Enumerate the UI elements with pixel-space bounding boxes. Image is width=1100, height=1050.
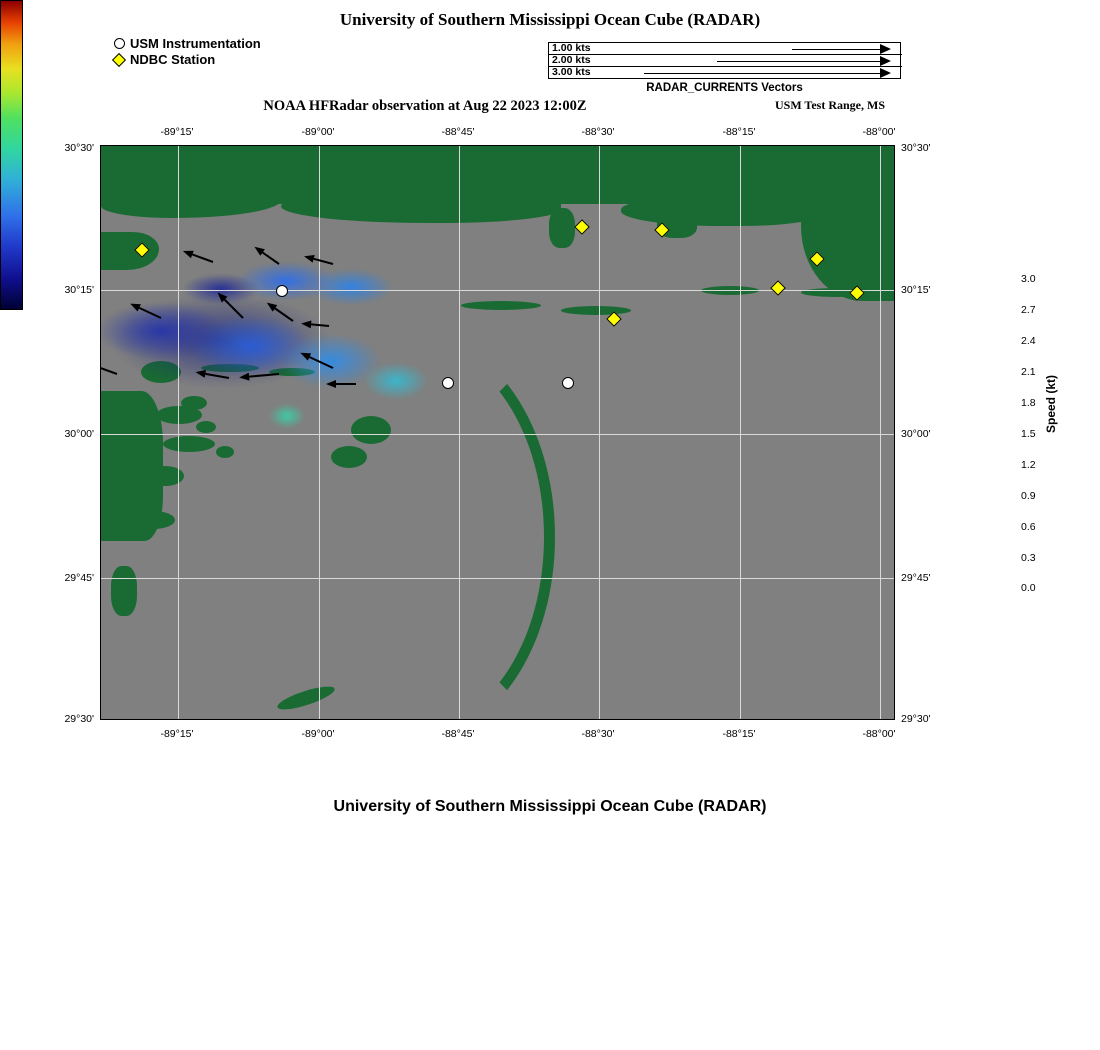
vector-key-label-3: 3.00 kts (552, 66, 591, 78)
land-delta-patch-9 (216, 446, 234, 458)
vector-key-head-1 (880, 44, 891, 54)
colorbar-tick: 3.0 (1021, 273, 1036, 285)
gridline-lon-5 (740, 146, 741, 719)
diamond-marker-icon (110, 52, 128, 67)
land-delta-arc-tip (275, 682, 336, 714)
vector-key-caption: RADAR_CURRENTS Vectors (646, 82, 803, 94)
gridline-lon-4 (599, 146, 600, 719)
land-barrier-island-4 (561, 306, 631, 315)
land-delta-patch-6 (196, 421, 216, 433)
gridline-lat-2 (101, 434, 894, 435)
lon-tick-bottom-1: -89°15' (160, 728, 194, 740)
lon-tick-top-6: -88°00' (862, 126, 896, 138)
gridline-lon-6 (880, 146, 881, 719)
ndbc-station-marker[interactable] (574, 219, 590, 235)
land-delta-patch-1 (141, 361, 181, 383)
vector-key-row-3 (549, 67, 902, 79)
vector-scale-key (548, 42, 901, 79)
lat-tick-left-2: 30°15' (64, 284, 94, 296)
colorbar-tick: 0.3 (1021, 552, 1036, 564)
bottom-title: University of Southern Mississippi Ocean Cube (RADAR) (333, 798, 767, 815)
land-north-shore-mid (281, 191, 561, 223)
colorbar-tick: 0.9 (1021, 490, 1036, 502)
land-delta-arc (283, 336, 555, 720)
circle-marker-icon (110, 36, 128, 51)
usm-station-marker[interactable] (562, 377, 574, 389)
test-range-label: USM Test Range, MS (774, 98, 885, 112)
lon-tick-top-2: -89°00' (301, 126, 335, 138)
gridline-lon-3 (459, 146, 460, 719)
colorbar-tick: 1.5 (1021, 428, 1036, 440)
legend-label-usm: USM Instrumentation (130, 36, 261, 51)
colorbar-tick: 2.4 (1021, 335, 1036, 347)
gridline-lat-3 (101, 578, 894, 579)
colorbar-tick: 0.6 (1021, 521, 1036, 533)
lat-tick-left-3: 30°00' (64, 428, 94, 440)
vector-key-head-3 (880, 68, 891, 78)
lon-tick-bottom-3: -88°45' (441, 728, 475, 740)
colorbar-tick: 0.0 (1021, 582, 1036, 594)
vector-key-label-2: 2.00 kts (552, 54, 591, 66)
usm-station-marker[interactable] (442, 377, 454, 389)
colorbar-tick: 2.7 (1021, 304, 1036, 316)
colorbar-tick: 1.8 (1021, 397, 1036, 409)
lon-tick-top-4: -88°30' (581, 126, 615, 138)
land-delta-patch-3 (163, 436, 215, 452)
map-inner (101, 146, 894, 719)
colorbar-tick: 2.1 (1021, 366, 1036, 378)
lat-tick-left-4: 29°45' (64, 572, 94, 584)
lat-tick-right-2: 30°15' (901, 284, 931, 296)
colorbar-axis-label: Speed (kt) (1044, 374, 1058, 433)
land-delta-arc-lobe (351, 416, 391, 444)
land-north-shore-west-bulge (101, 188, 281, 218)
gridline-lon-1 (178, 146, 179, 719)
lon-tick-bottom-6: -88°00' (862, 728, 896, 740)
ndbc-station-marker[interactable] (770, 280, 786, 296)
lat-tick-right-5: 29°30' (901, 713, 931, 725)
lon-tick-top-1: -89°15' (160, 126, 194, 138)
map-canvas[interactable] (100, 145, 895, 720)
lat-tick-right-1: 30°30' (901, 142, 931, 154)
vector-key-shaft-3 (644, 73, 880, 74)
legend-item-usm (110, 36, 261, 51)
legend-item-ndbc (110, 52, 261, 67)
land-delta-arc-lobe-2 (331, 446, 367, 468)
lat-tick-right-4: 29°45' (901, 572, 931, 584)
lon-tick-top-3: -88°45' (441, 126, 475, 138)
vector-key-label-1: 1.00 kts (552, 42, 591, 54)
gridline-lon-2 (319, 146, 320, 719)
lon-tick-bottom-5: -88°15' (722, 728, 756, 740)
lat-tick-left-1: 30°30' (64, 142, 94, 154)
land-delta-northwest (101, 232, 159, 270)
lon-tick-top-5: -88°15' (722, 126, 756, 138)
vector-key-head-2 (880, 56, 891, 66)
lon-tick-bottom-4: -88°30' (581, 728, 615, 740)
speed-colorbar (0, 0, 23, 310)
land-delta-patch-5 (181, 396, 207, 410)
land-delta-patch-8 (111, 566, 137, 616)
map-subtitle: NOAA HFRadar observation at Aug 22 2023 12:00Z (263, 98, 587, 114)
lat-tick-right-3: 30°00' (901, 428, 931, 440)
page-title: University of Southern Mississippi Ocean Cube (RADAR) (339, 10, 761, 29)
land-barrier-island-3 (461, 301, 541, 310)
colorbar-tick: 1.2 (1021, 459, 1036, 471)
usm-station-marker[interactable] (276, 285, 288, 297)
land-barrier-island-1 (201, 364, 259, 372)
lat-tick-left-5: 29°30' (64, 713, 94, 725)
land-north-shore-east (621, 196, 821, 226)
vector-key-row-2 (549, 55, 902, 67)
vector-key-row-1 (549, 43, 902, 55)
marker-legend (110, 36, 261, 68)
vector-key-shaft-2 (717, 61, 880, 62)
lon-tick-bottom-2: -89°00' (301, 728, 335, 740)
vector-key-shaft-1 (792, 49, 880, 50)
legend-label-ndbc: NDBC Station (130, 52, 216, 67)
land-barrier-island-7 (846, 274, 881, 282)
land-delta-patch-7 (131, 511, 175, 529)
land-bay-inlet-a (549, 208, 575, 248)
